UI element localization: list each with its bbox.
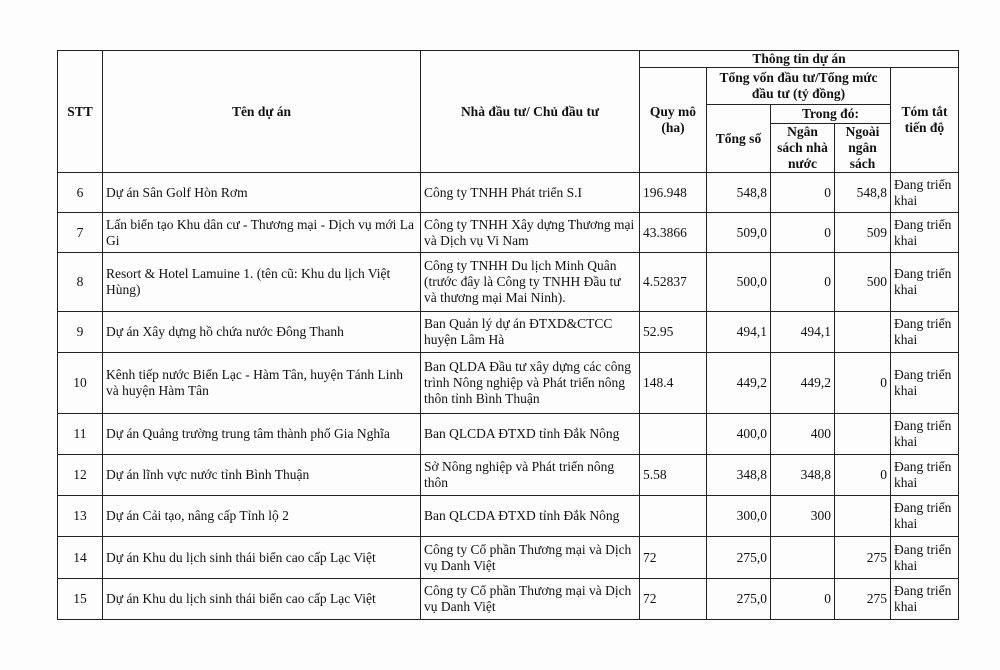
cell-state-budget: 400 <box>771 414 835 455</box>
cell-non-state-budget: 548,8 <box>835 173 891 213</box>
cell-project-name: Dự án Quảng trường trung tâm thành phố Gia Nghĩa <box>103 414 421 455</box>
header-non-state-budget: Ngoài ngân sách <box>835 124 891 173</box>
cell-project-name: Dự án Cải tạo, nâng cấp Tỉnh lộ 2 <box>103 496 421 537</box>
cell-scale: 43.3866 <box>640 213 707 253</box>
cell-project-name: Lấn biển tạo Khu dân cư - Thương mại - Dịch vụ mới La Gi <box>103 213 421 253</box>
cell-stt: 10 <box>58 353 103 414</box>
cell-investor: Ban Quản lý dự án ĐTXD&CTCC huyện Lâm Hà <box>421 312 640 353</box>
cell-project-name: Dự án Sân Golf Hòn Rơm <box>103 173 421 213</box>
cell-non-state-budget: 509 <box>835 213 891 253</box>
cell-total: 348,8 <box>707 455 771 496</box>
cell-status: Đang triển khai <box>891 353 959 414</box>
cell-investor: Ban QLCDA ĐTXD tỉnh Đắk Nông <box>421 414 640 455</box>
cell-state-budget: 348,8 <box>771 455 835 496</box>
cell-scale: 148.4 <box>640 353 707 414</box>
cell-status: Đang triển khai <box>891 455 959 496</box>
cell-non-state-budget: 275 <box>835 579 891 620</box>
table-row <box>58 312 959 353</box>
table-row <box>58 496 959 537</box>
cell-non-state-budget: 500 <box>835 253 891 312</box>
cell-project-name: Dự án Khu du lịch sinh thái biển cao cấp Lạc Việt <box>103 537 421 579</box>
cell-state-budget: 0 <box>771 253 835 312</box>
table-row <box>58 537 959 579</box>
cell-status: Đang triển khai <box>891 213 959 253</box>
cell-state-budget: 300 <box>771 496 835 537</box>
header-total: Tổng số <box>707 105 771 173</box>
cell-total: 449,2 <box>707 353 771 414</box>
cell-investor: Công ty Cổ phần Thương mại và Dịch vụ Danh Việt <box>421 579 640 620</box>
cell-investor: Ban QLCDA ĐTXD tỉnh Đắk Nông <box>421 496 640 537</box>
header-total-capital: Tổng vốn đầu tư/Tổng mức đầu tư (tỷ đồng) <box>707 68 891 105</box>
cell-state-budget: 494,1 <box>771 312 835 353</box>
cell-stt: 7 <box>58 213 103 253</box>
cell-scale: 52.95 <box>640 312 707 353</box>
header-scale: Quy mô (ha) <box>640 68 707 173</box>
cell-scale <box>640 496 707 537</box>
header-stt: STT <box>58 51 103 173</box>
cell-status: Đang triển khai <box>891 253 959 312</box>
cell-investor: Công ty TNHH Xây dựng Thương mại và Dịch vụ Vi Nam <box>421 213 640 253</box>
cell-non-state-budget: 0 <box>835 353 891 414</box>
cell-status: Đang triển khai <box>891 537 959 579</box>
table-row <box>58 455 959 496</box>
header-of-which: Trong đó: <box>771 105 891 124</box>
cell-total: 500,0 <box>707 253 771 312</box>
table-row <box>58 414 959 455</box>
cell-stt: 11 <box>58 414 103 455</box>
cell-scale: 196.948 <box>640 173 707 213</box>
cell-stt: 13 <box>58 496 103 537</box>
cell-non-state-budget: 275 <box>835 537 891 579</box>
cell-total: 548,8 <box>707 173 771 213</box>
cell-stt: 8 <box>58 253 103 312</box>
cell-scale: 72 <box>640 537 707 579</box>
header-progress-summary: Tóm tắt tiến độ <box>891 68 959 173</box>
cell-total: 400,0 <box>707 414 771 455</box>
cell-investor: Công ty Cổ phần Thương mại và Dịch vụ Danh Việt <box>421 537 640 579</box>
cell-status: Đang triển khai <box>891 312 959 353</box>
cell-non-state-budget <box>835 312 891 353</box>
cell-stt: 14 <box>58 537 103 579</box>
cell-state-budget <box>771 537 835 579</box>
cell-project-name: Dự án Khu du lịch sinh thái biển cao cấp Lạc Việt <box>103 579 421 620</box>
cell-state-budget: 449,2 <box>771 353 835 414</box>
cell-scale <box>640 414 707 455</box>
cell-status: Đang triển khai <box>891 579 959 620</box>
cell-status: Đang triển khai <box>891 496 959 537</box>
cell-state-budget: 0 <box>771 579 835 620</box>
cell-investor: Công ty TNHH Du lịch Minh Quân (trước đây là Công ty TNHH Đầu tư và thương mại Mai Ninh). <box>421 253 640 312</box>
cell-state-budget: 0 <box>771 213 835 253</box>
header-project-name: Tên dự án <box>103 51 421 173</box>
cell-stt: 6 <box>58 173 103 213</box>
cell-scale: 4.52837 <box>640 253 707 312</box>
cell-project-name: Dự án lĩnh vực nước tỉnh Bình Thuận <box>103 455 421 496</box>
table-row <box>58 253 959 312</box>
cell-status: Đang triển khai <box>891 173 959 213</box>
cell-stt: 12 <box>58 455 103 496</box>
cell-scale: 72 <box>640 579 707 620</box>
cell-investor: Ban QLDA Đầu tư xây dựng các công trình Nông nghiệp và Phát triển nông thôn tỉnh Bình Thuận <box>421 353 640 414</box>
cell-total: 300,0 <box>707 496 771 537</box>
cell-stt: 9 <box>58 312 103 353</box>
cell-project-name: Kênh tiếp nước Biển Lạc - Hàm Tân, huyện Tánh Linh và huyện Hàm Tân <box>103 353 421 414</box>
cell-total: 494,1 <box>707 312 771 353</box>
cell-total: 509,0 <box>707 213 771 253</box>
table-row <box>58 579 959 620</box>
cell-non-state-budget: 0 <box>835 455 891 496</box>
table-row <box>58 213 959 253</box>
header-state-budget: Ngân sách nhà nước <box>771 124 835 173</box>
table-row <box>58 173 959 213</box>
cell-stt: 15 <box>58 579 103 620</box>
project-table <box>57 50 959 620</box>
cell-project-name: Dự án Xây dựng hồ chứa nước Đông Thanh <box>103 312 421 353</box>
header-row-1 <box>58 51 959 68</box>
cell-status: Đang triển khai <box>891 414 959 455</box>
cell-investor: Sở Nông nghiệp và Phát triển nông thôn <box>421 455 640 496</box>
cell-state-budget: 0 <box>771 173 835 213</box>
table-row <box>58 353 959 414</box>
cell-investor: Công ty TNHH Phát triển S.I <box>421 173 640 213</box>
cell-total: 275,0 <box>707 537 771 579</box>
cell-non-state-budget <box>835 414 891 455</box>
header-project-info: Thông tin dự án <box>640 51 959 68</box>
cell-scale: 5.58 <box>640 455 707 496</box>
cell-total: 275,0 <box>707 579 771 620</box>
header-investor: Nhà đầu tư/ Chủ đầu tư <box>421 51 640 173</box>
cell-non-state-budget <box>835 496 891 537</box>
cell-project-name: Resort & Hotel Lamuine 1. (tên cũ: Khu du lịch Việt Hùng) <box>103 253 421 312</box>
